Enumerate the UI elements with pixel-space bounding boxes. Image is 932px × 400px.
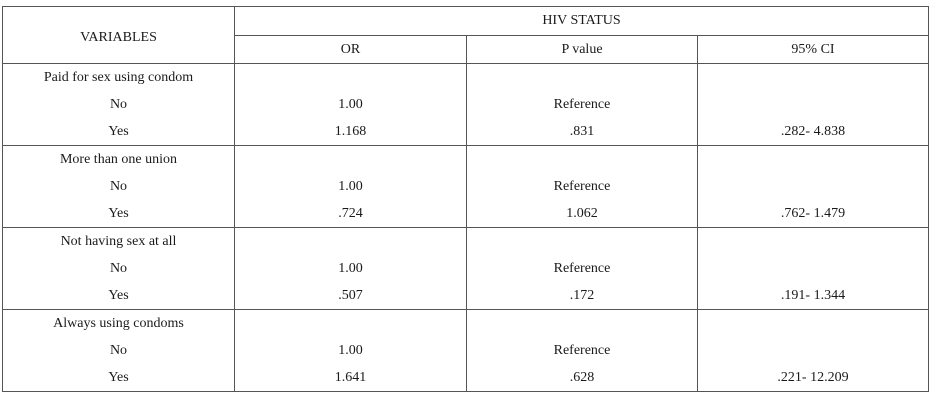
row-label: Yes	[3, 282, 235, 310]
ci-value: .221- 12.209	[698, 364, 929, 392]
p-value: Reference	[467, 173, 698, 200]
group-title: Not having sex at all	[3, 228, 235, 256]
or-value: .507	[235, 282, 467, 310]
group-title: More than one union	[3, 146, 235, 174]
table-row	[3, 91, 929, 118]
table-row	[3, 337, 929, 364]
ci-value	[698, 337, 929, 364]
group-title-row	[3, 64, 929, 92]
hiv-status-table	[2, 6, 929, 392]
header-row-group	[3, 7, 929, 36]
or-value: 1.00	[235, 255, 467, 282]
table-row	[3, 118, 929, 146]
table-row	[3, 200, 929, 228]
p-value: Reference	[467, 337, 698, 364]
p-value: 1.062	[467, 200, 698, 228]
row-label: No	[3, 173, 235, 200]
or-value: 1.168	[235, 118, 467, 146]
ci-value: .762- 1.479	[698, 200, 929, 228]
table-row	[3, 282, 929, 310]
ci-value	[698, 173, 929, 200]
table-row	[3, 255, 929, 282]
row-label: No	[3, 91, 235, 118]
p-value: .831	[467, 118, 698, 146]
table-row	[3, 173, 929, 200]
hiv-status-header: HIV STATUS	[235, 7, 929, 36]
row-label: Yes	[3, 200, 235, 228]
p-value: Reference	[467, 255, 698, 282]
row-label: Yes	[3, 364, 235, 392]
p-value-header: P value	[467, 36, 698, 64]
group-title-row	[3, 228, 929, 256]
p-value: .172	[467, 282, 698, 310]
or-value: 1.00	[235, 173, 467, 200]
ci-value	[698, 255, 929, 282]
row-label: No	[3, 337, 235, 364]
ci-value: .282- 4.838	[698, 118, 929, 146]
p-value: .628	[467, 364, 698, 392]
group-title: Always using condoms	[3, 310, 235, 338]
p-value: Reference	[467, 91, 698, 118]
ci-value: .191- 1.344	[698, 282, 929, 310]
group-title-row	[3, 146, 929, 174]
group-title: Paid for sex using condom	[3, 64, 235, 92]
table-row	[3, 364, 929, 392]
or-value: .724	[235, 200, 467, 228]
group-title-row	[3, 310, 929, 338]
or-value: 1.00	[235, 337, 467, 364]
or-header: OR	[235, 36, 467, 64]
or-value: 1.00	[235, 91, 467, 118]
row-label: Yes	[3, 118, 235, 146]
ci-header: 95% CI	[698, 36, 929, 64]
or-value: 1.641	[235, 364, 467, 392]
ci-value	[698, 91, 929, 118]
row-label: No	[3, 255, 235, 282]
variables-header: VARIABLES	[3, 7, 235, 64]
